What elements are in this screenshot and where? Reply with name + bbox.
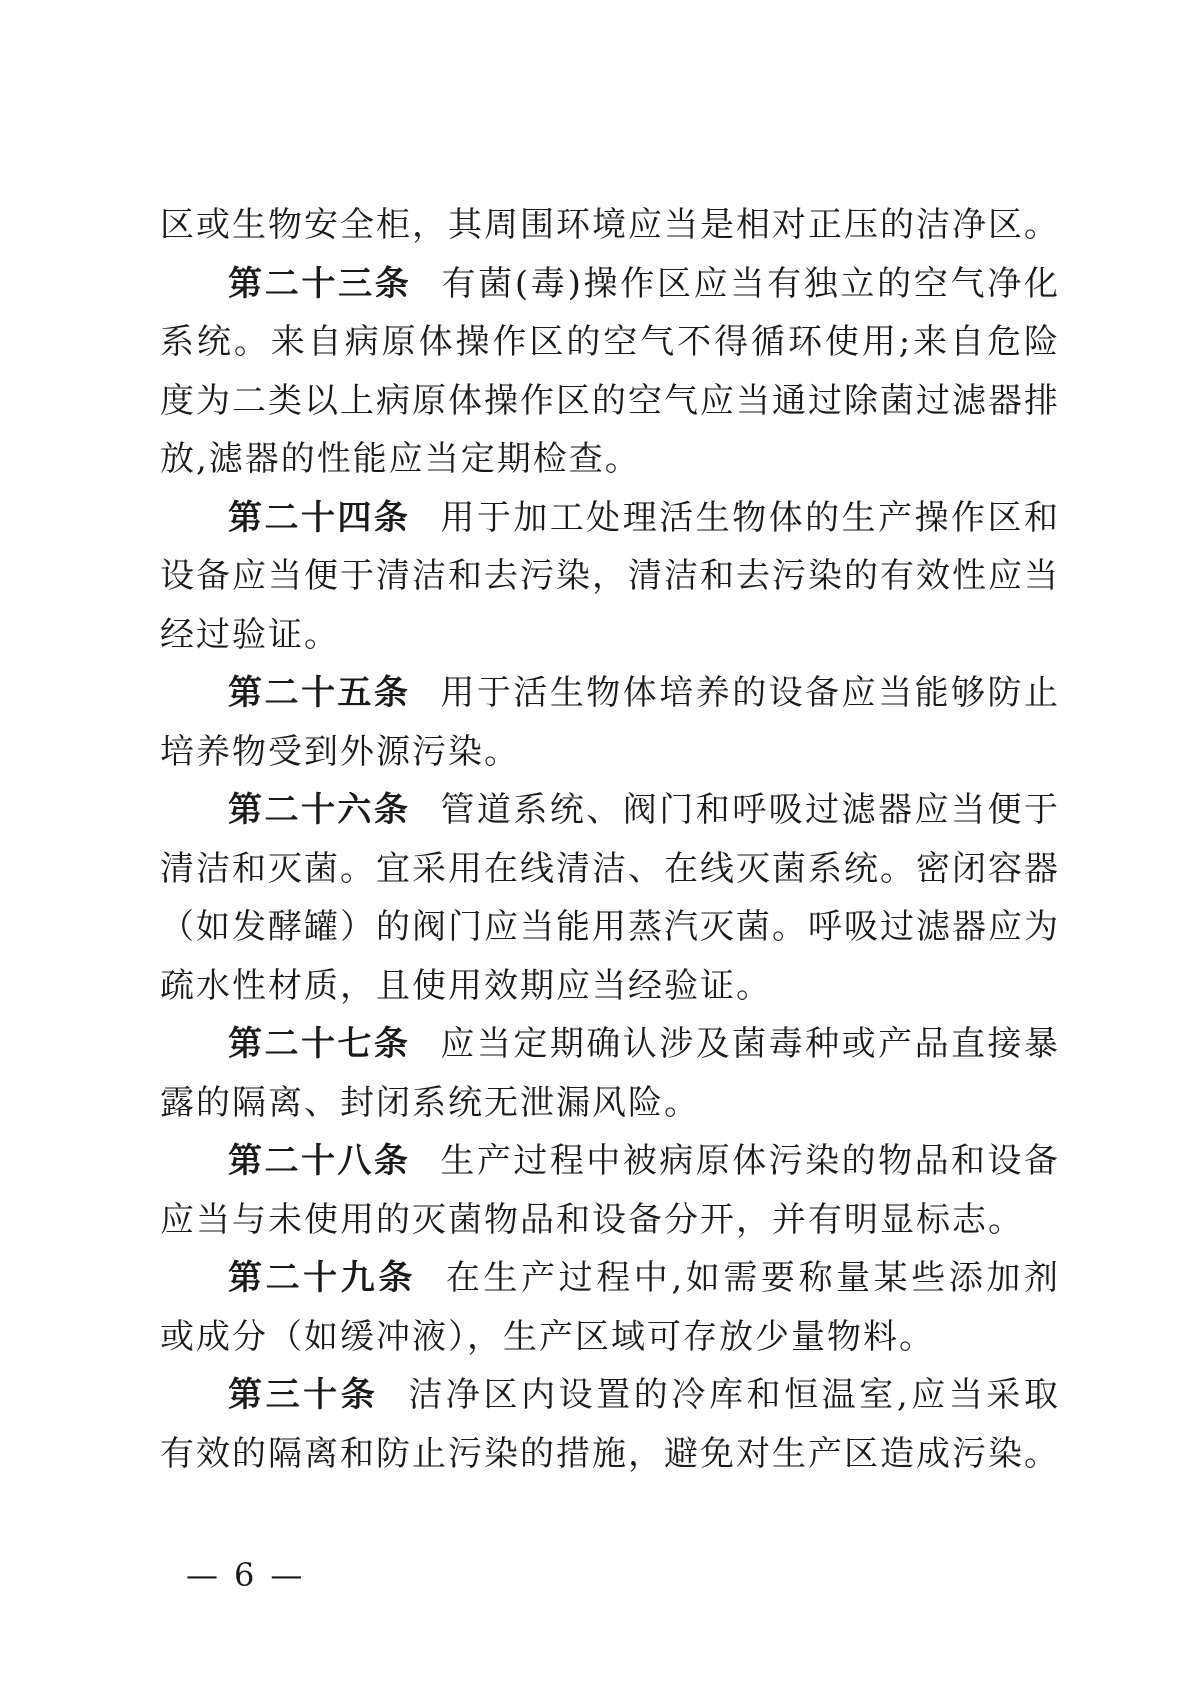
article-30 [160,1366,1060,1483]
article-number: 第三十条 [228,1375,379,1415]
article-text: 管道系统、阀门和呼吸过滤器应当便于清洁和灭菌。宜采用在线清洁、在线灭菌系统。密闭容器（如发酵罐）的阀门应当能用蒸汽灭菌。呼吸过滤器应为疏水性材质，且使用效期应当经验证。 [160,790,1061,1006]
article-text: 用于加工处理活生物体的生产操作区和设备应当便于清洁和去污染，清洁和去污染的有效性应当经过验证。 [160,497,1061,655]
article-number: 第二十八条 [228,1141,411,1181]
article-number: 第二十七条 [228,1024,411,1064]
article-28 [160,1132,1060,1249]
article-23 [160,255,1060,489]
article-text: 有菌(毒)操作区应当有独立的空气净化系统。来自病原体操作区的空气不得循环使用;来自危险度为二类以上病原体操作区的空气应当通过除菌过滤器排放,滤器的性能应当定期检查。 [160,263,1060,479]
article-text: 洁净区内设置的冷库和恒温室,应当采取有效的隔离和防止污染的措施，避免对生产区造成污染。 [160,1375,1061,1474]
article-number: 第二十六条 [228,790,411,830]
article-text: 应当定期确认涉及菌毒种或产品直接暴露的隔离、封闭系统无泄漏风险。 [160,1024,1061,1123]
article-number: 第二十九条 [228,1258,416,1298]
article-27 [160,1015,1060,1132]
article-29 [160,1249,1060,1366]
document-body [160,196,1060,1483]
article-text: 用于活生物体培养的设备应当能够防止培养物受到外源污染。 [160,673,1061,772]
article-26 [160,781,1060,1015]
continuation-paragraph: 区或生物安全柜，其周围环境应当是相对正压的洁净区。 [160,205,1060,245]
article-25 [160,664,1060,781]
article-number: 第二十三条 [228,263,412,304]
footer-dash-right: — [270,1556,305,1594]
page-footer [186,1556,304,1594]
article-24 [160,489,1060,665]
article-number: 第二十四条 [228,497,411,538]
article-number: 第二十五条 [228,673,411,713]
article-text: 生产过程中被病原体污染的物品和设备应当与未使用的灭菌物品和设备分开，并有明显标志。 [160,1141,1061,1240]
footer-dash-left: — [186,1556,220,1594]
page-number: 6 [234,1556,257,1594]
article-text: 在生产过程中,如需要称量某些添加剂或成分（如缓冲液），生产区域可存放少量物料。 [160,1258,1060,1357]
